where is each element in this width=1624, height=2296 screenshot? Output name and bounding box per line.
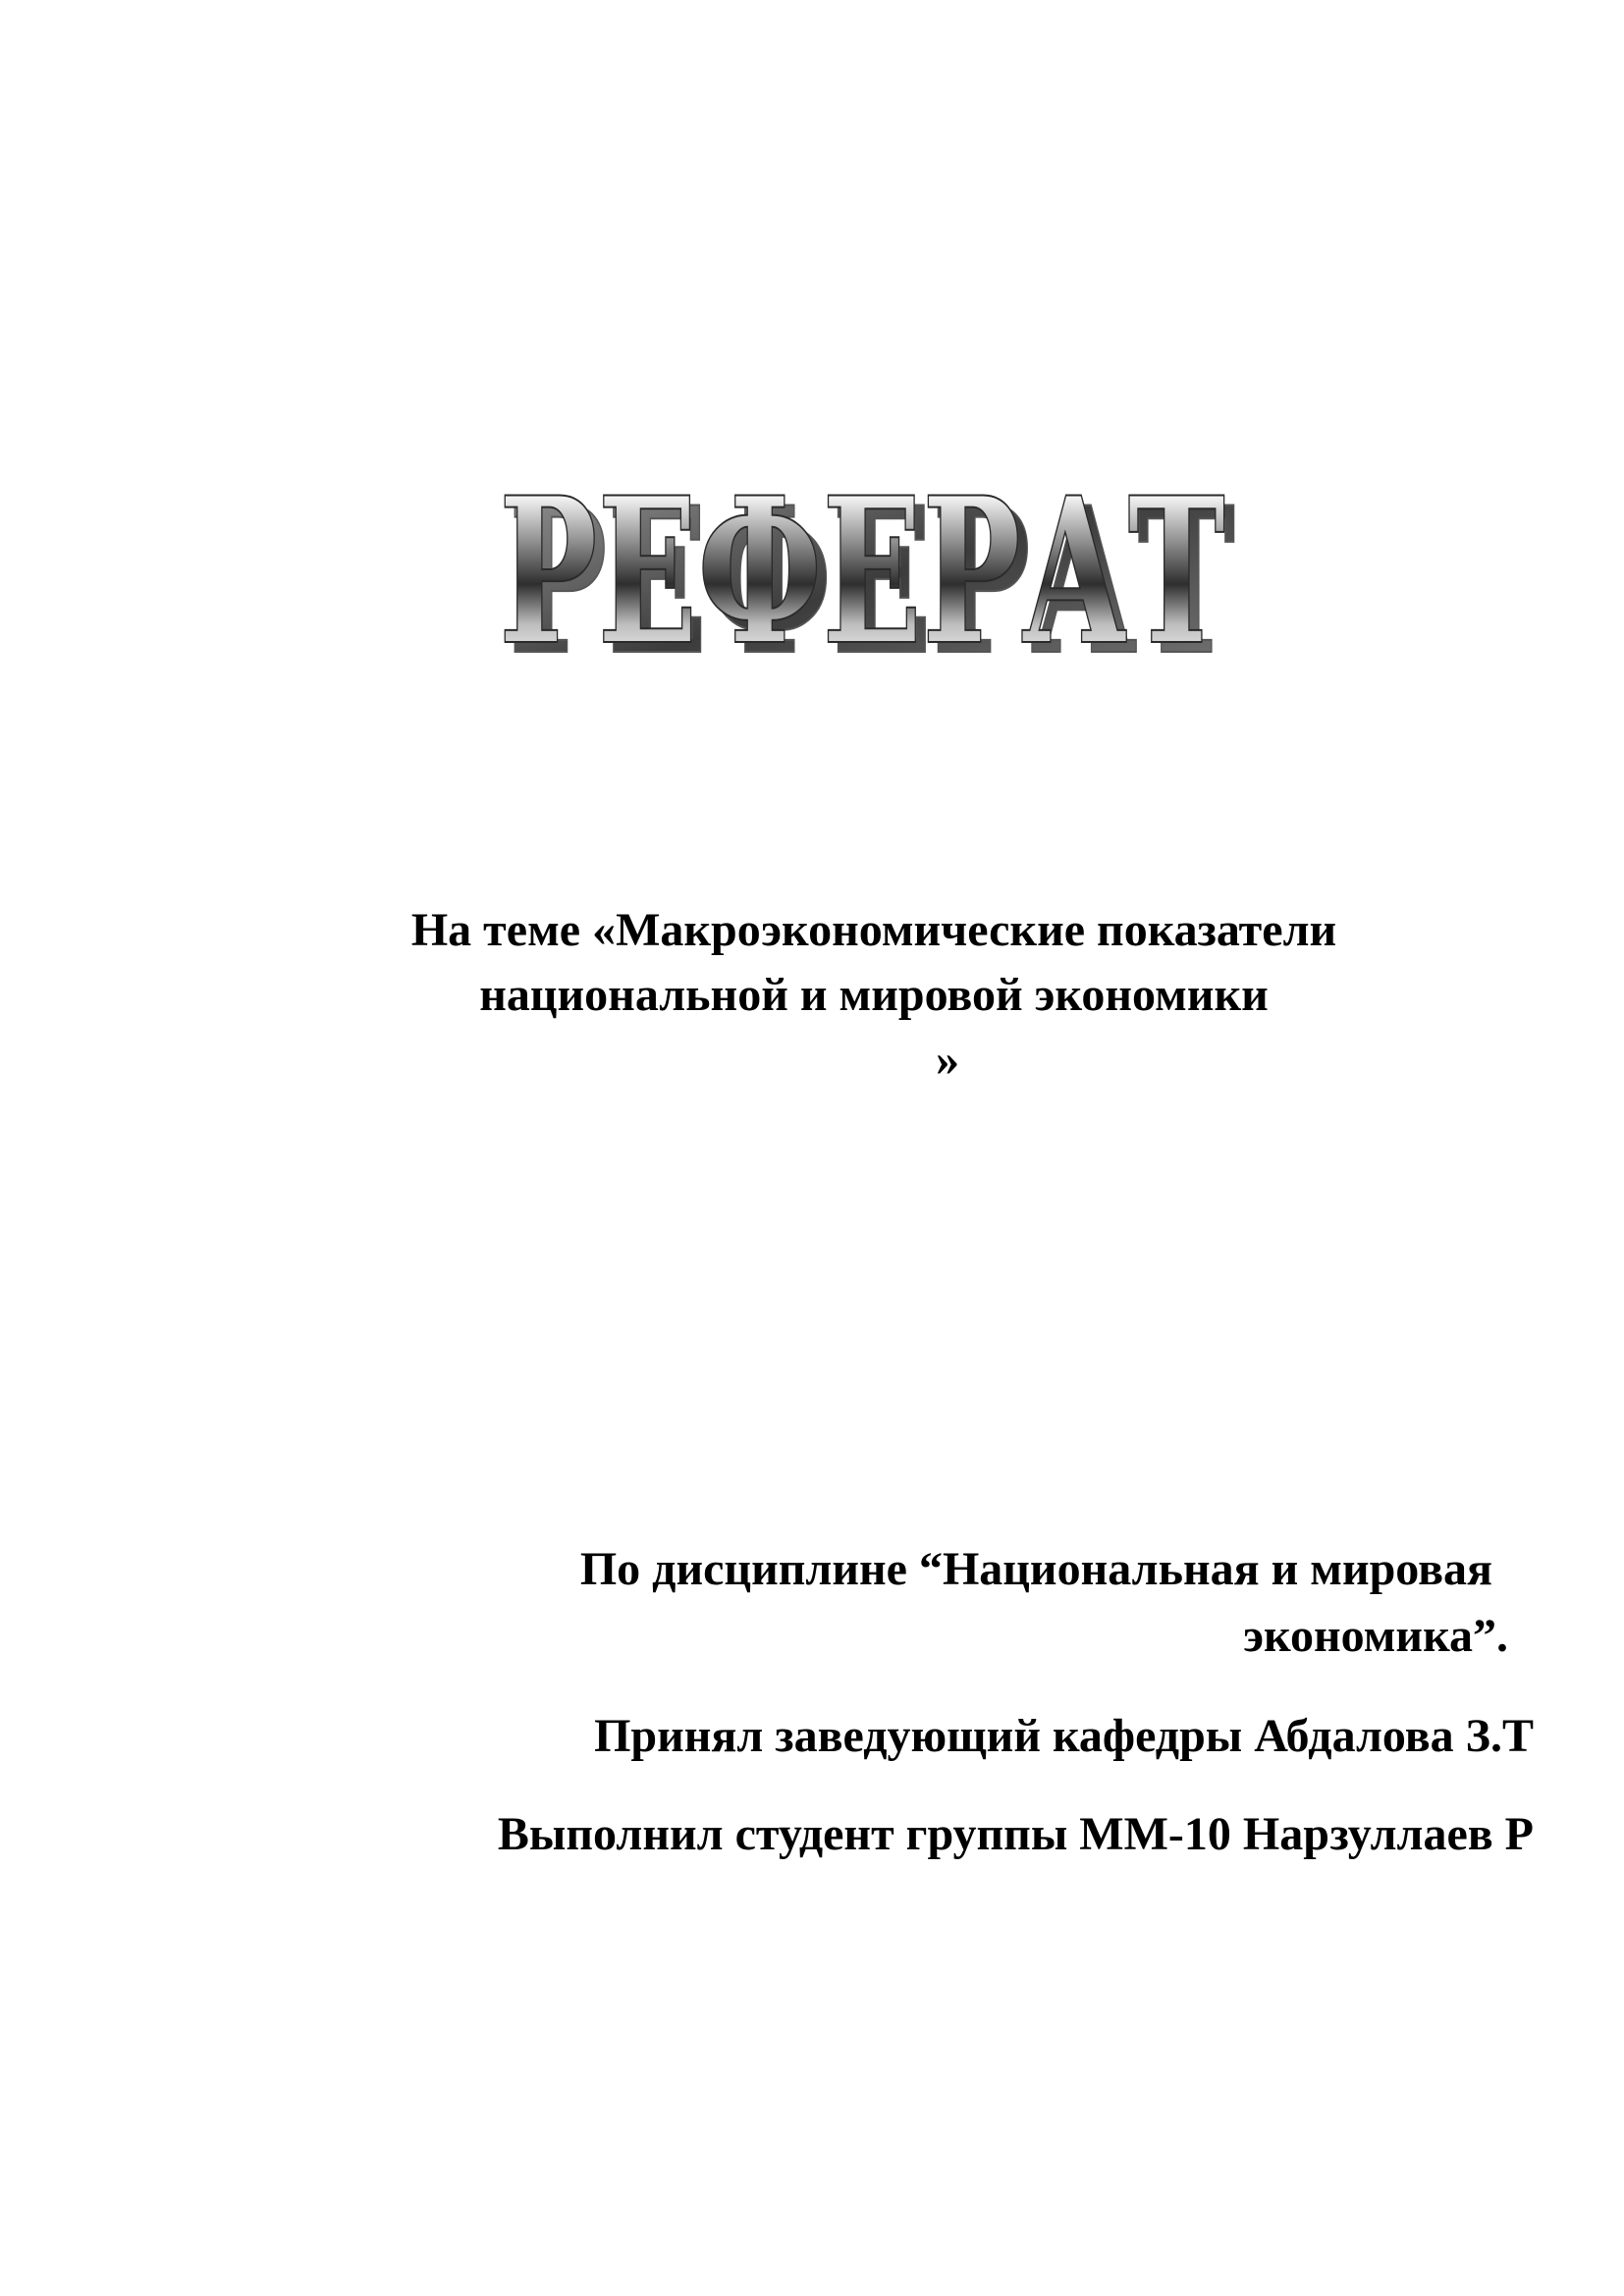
topic-block <box>295 898 1453 1093</box>
accepted-by: Принял заведующий кафедры Абдалова З.Т <box>594 1710 1534 1762</box>
topic-closing-quote: » <box>936 1034 959 1086</box>
topic-line-1: На теме «Макроэкономические показатели <box>410 904 1337 956</box>
discipline-block <box>422 1536 1512 1670</box>
discipline-line-1: По дисциплине “Национальная и мировая <box>579 1543 1492 1595</box>
wordart-graphic <box>432 459 1296 675</box>
discipline-line-2: экономика”. <box>1243 1610 1508 1662</box>
wordart-shadow-text: РЕФЕРАТ <box>509 464 1235 675</box>
performed-by: Выполнил студент группы ММ-10 Нарзуллаев Р <box>497 1808 1534 1860</box>
wordart-text: РЕФЕРАТ <box>499 459 1225 675</box>
title-wordart <box>432 459 1296 675</box>
topic-line-2: национальной и мировой экономики <box>479 969 1269 1021</box>
